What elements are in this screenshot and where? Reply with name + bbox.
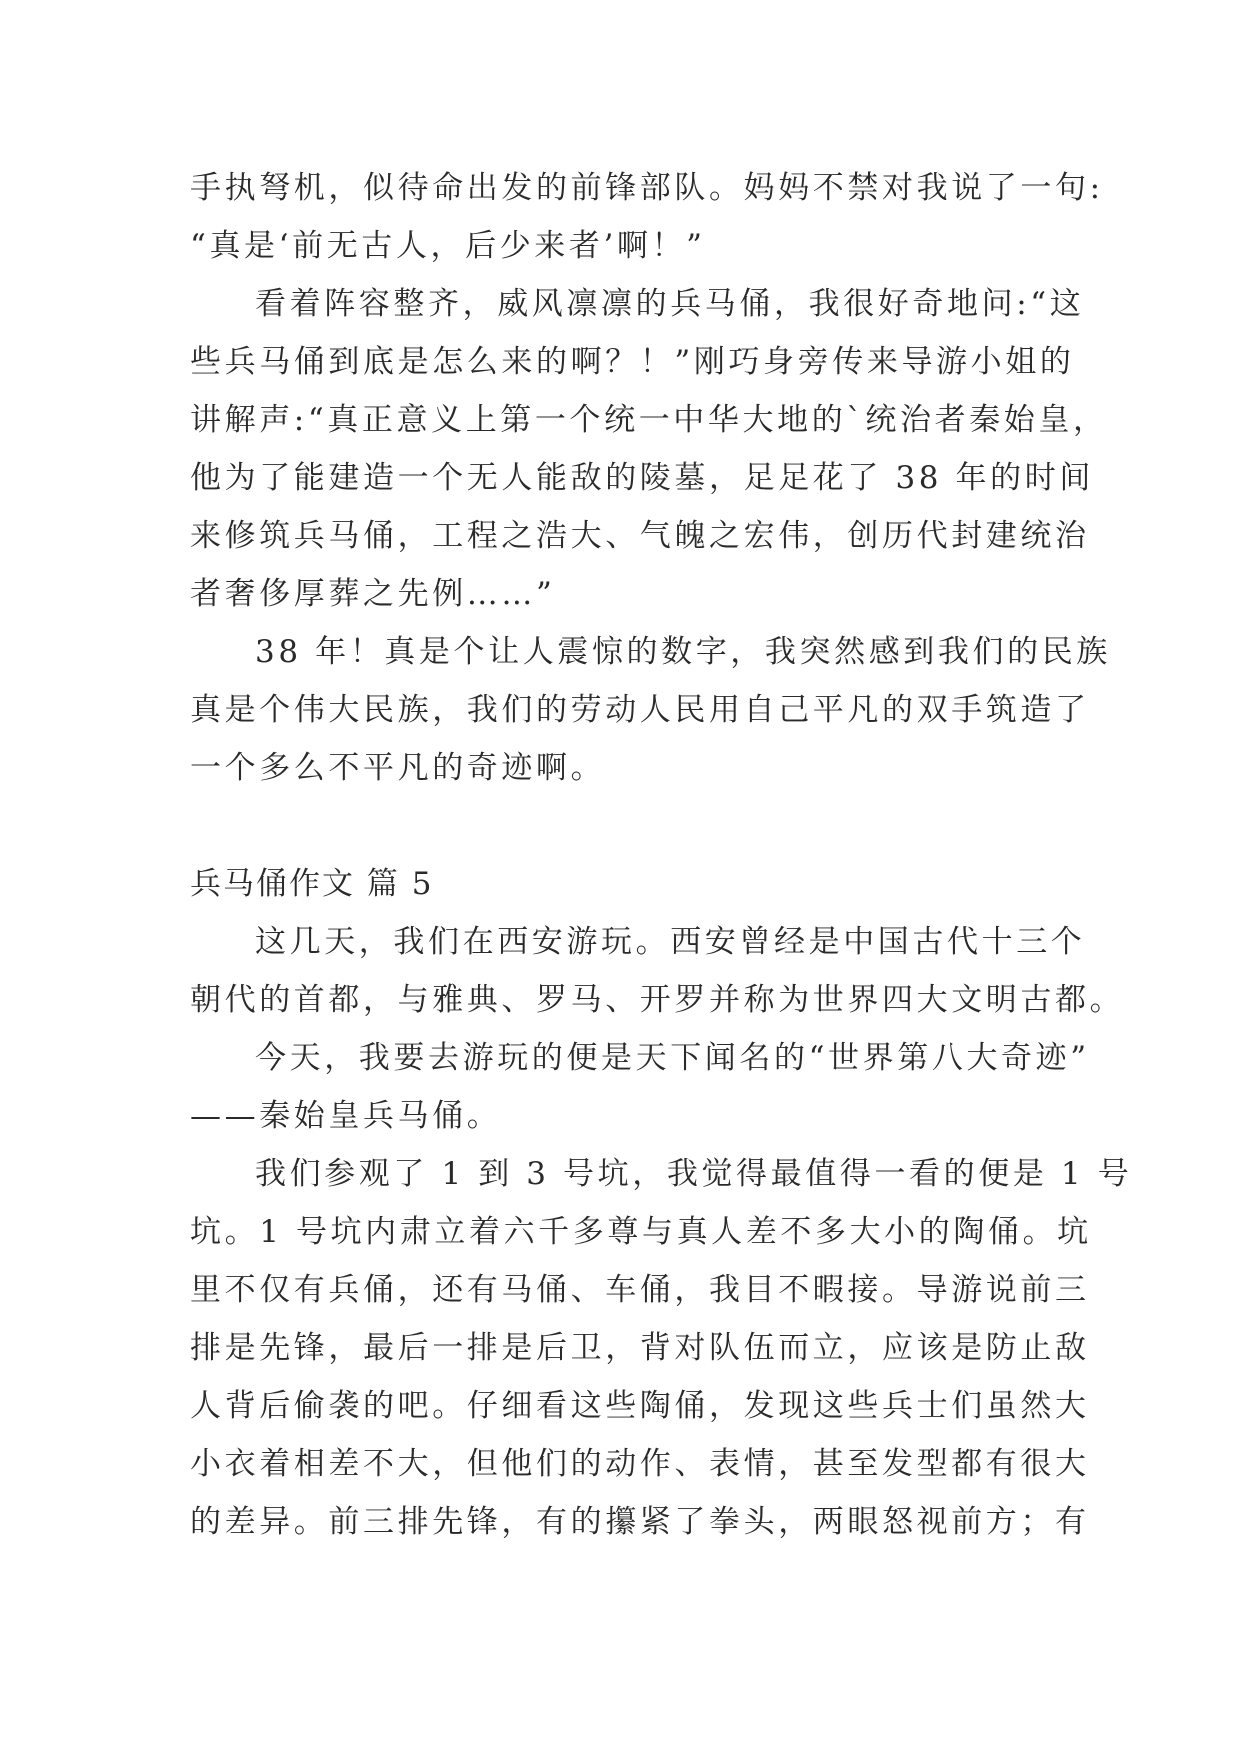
text-line-3: 看着阵容整齐，威风凛凛的兵马俑，我很好奇地问:“这: [255, 286, 1085, 322]
text-line-1: 手执弩机，似待命出发的前锋部队。妈妈不禁对我说了一句:: [190, 170, 1104, 206]
text-line-15: ——秦始皇兵马俑。: [190, 1098, 502, 1134]
text-line-13: 朝代的首都，与雅典、罗马、开罗并称为世界四大文明古都。: [190, 982, 1125, 1018]
text-line-5: 讲解声:“真正意义上第一个统一中华大地的`统治者秦始皇，: [190, 402, 1108, 438]
text-line-9: 38 年！真是个让人震惊的数字，我突然感到我们的民族: [255, 634, 1111, 670]
text-line-10: 真是个伟大民族，我们的劳动人民用自己平凡的双手筑造了: [190, 692, 1090, 728]
text-line-19: 排是先锋，最后一排是后卫，背对队伍而立，应该是防止敌: [190, 1330, 1090, 1366]
text-line-22: 的差异。前三排先锋，有的攥紧了拳头，两眼怒视前方；有: [190, 1504, 1090, 1540]
text-line-21: 小衣着相差不大，但他们的动作、表情，甚至发型都有很大: [190, 1446, 1090, 1482]
text-line-17: 坑。1 号坑内肃立着六千多尊与真人差不多大小的陶俑。坑: [190, 1214, 1092, 1250]
section-heading: 兵马俑作文 篇 5: [190, 866, 434, 902]
text-line-7: 来修筑兵马俑，工程之浩大、气魄之宏伟，创历代封建统治: [190, 518, 1090, 554]
text-line-4: 些兵马俑到底是怎么来的啊？！”刚巧身旁传来导游小姐的: [190, 344, 1075, 380]
text-line-6: 他为了能建造一个无人能敌的陵墓，足足花了 38 年的时间: [190, 460, 1094, 496]
text-line-11: 一个多么不平凡的奇迹啊。: [190, 750, 606, 786]
text-line-16: 我们参观了 1 到 3 号坑，我觉得最值得一看的便是 1 号: [255, 1156, 1133, 1192]
text-line-12: 这几天，我们在西安游玩。西安曾经是中国古代十三个: [255, 924, 1086, 960]
text-line-14: 今天，我要去游玩的便是天下闻名的“世界第八大奇迹”: [255, 1040, 1090, 1076]
text-line-18: 里不仅有兵俑，还有马俑、车俑，我目不暇接。导游说前三: [190, 1272, 1090, 1308]
text-line-20: 人背后偷袭的吧。仔细看这些陶俑，发现这些兵士们虽然大: [190, 1388, 1090, 1424]
text-line-2: “真是‘前无古人，后少来者’啊！”: [190, 228, 706, 264]
text-line-8: 者奢侈厚葬之先例……”: [190, 576, 556, 612]
